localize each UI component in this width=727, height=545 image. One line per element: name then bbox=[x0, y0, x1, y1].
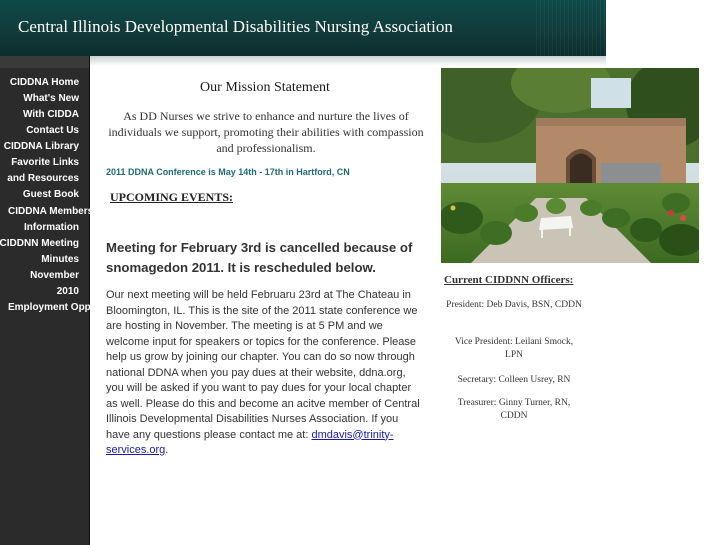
nav-link-favorite-links[interactable]: Favorite Links bbox=[11, 157, 79, 168]
nav-link-meeting-minutes-line2[interactable]: Minutes bbox=[41, 254, 79, 265]
site-header bbox=[0, 0, 606, 56]
nav-link-favorite-links-line2[interactable]: and Resources bbox=[7, 173, 79, 184]
sidebar-top-band bbox=[0, 56, 89, 68]
contact-email-link[interactable]: dmdavis@trinity-services.org bbox=[106, 428, 394, 456]
site-title: Central Illinois Developmental Disabilities Nursing Association bbox=[18, 17, 453, 36]
officer-vice-president: Vice President: Leilani Smock, LPN bbox=[454, 337, 574, 360]
header-shadow bbox=[0, 56, 606, 66]
nav-link-library[interactable]: CIDDNA Library bbox=[3, 141, 79, 152]
mission-text: As DD Nurses we strive to enhance and nurture the lives of individuals we support, promoting their abilities with compassion and professionalism. bbox=[108, 109, 424, 155]
nav-link-guest-book[interactable]: Guest Book bbox=[22, 189, 79, 200]
upcoming-events-heading: UPCOMING EVENTS: bbox=[110, 190, 234, 204]
meeting-cancelled-heading: Meeting for February 3rd is cancelled because of snomagedon 2011. It is rescheduled below. bbox=[106, 240, 413, 275]
conference-announcement: 2011 DDNA Conference is May 14th - 17th in Hartford, CN bbox=[106, 167, 350, 177]
nav-link-membership-line2[interactable]: Information bbox=[24, 222, 79, 233]
mission-title: Our Mission Statement bbox=[200, 80, 330, 95]
nav-link-whats-new[interactable]: What's New bbox=[23, 93, 79, 104]
garden-photo-illustration bbox=[441, 68, 699, 263]
officer-president: President: Deb Davis, BSN, CDDN bbox=[446, 300, 582, 310]
nav-link-employment[interactable]: Employment Opportunities bbox=[8, 302, 137, 313]
nav-link-meeting-minutes[interactable]: CIDDNN Meeting bbox=[0, 238, 79, 249]
meeting-details-end: . bbox=[165, 444, 169, 456]
nav-link-membership[interactable]: CIDDNA Membership bbox=[8, 206, 109, 217]
meeting-details-text: Our next meeting will be held Februaru 23rd at The Chateau in Bloomington, IL. This is the site of the 2011 state conference we are hosting in November. The meeting is at 5 PM and we welcome input for speakers or topics for the conference. Please help us grow by joining our chapter. You can do so now through national DDNA when you pay dues at their website, ddna.org, you will be asked if you want to pay dues for your local chapter as well. Please do this and become an acitve member of Central Illinois Developmental Disabilities Nurses Association. If you have any questions please contact me at: bbox=[106, 289, 420, 441]
nav-link-november[interactable]: November bbox=[30, 270, 79, 281]
meeting-details bbox=[106, 288, 424, 459]
nav-link-november-line2[interactable]: 2010 bbox=[56, 286, 79, 297]
garden-photo bbox=[441, 68, 699, 263]
officer-secretary: Secretary: Colleen Usrey, RN bbox=[457, 375, 571, 385]
nav-link-contact-us[interactable]: Contact Us bbox=[26, 125, 79, 136]
officers-title: Current CIDDNN Officers: bbox=[444, 274, 574, 286]
officer-treasurer: Treasurer: Ginny Turner, RN, CDDN bbox=[457, 398, 571, 421]
nav-link-ciddna-home[interactable]: CIDDNA Home bbox=[9, 77, 79, 88]
sidebar-nav bbox=[0, 56, 137, 545]
nav-link-whats-new-line2[interactable]: With CIDDA bbox=[22, 109, 79, 120]
header-texture bbox=[536, 0, 606, 56]
